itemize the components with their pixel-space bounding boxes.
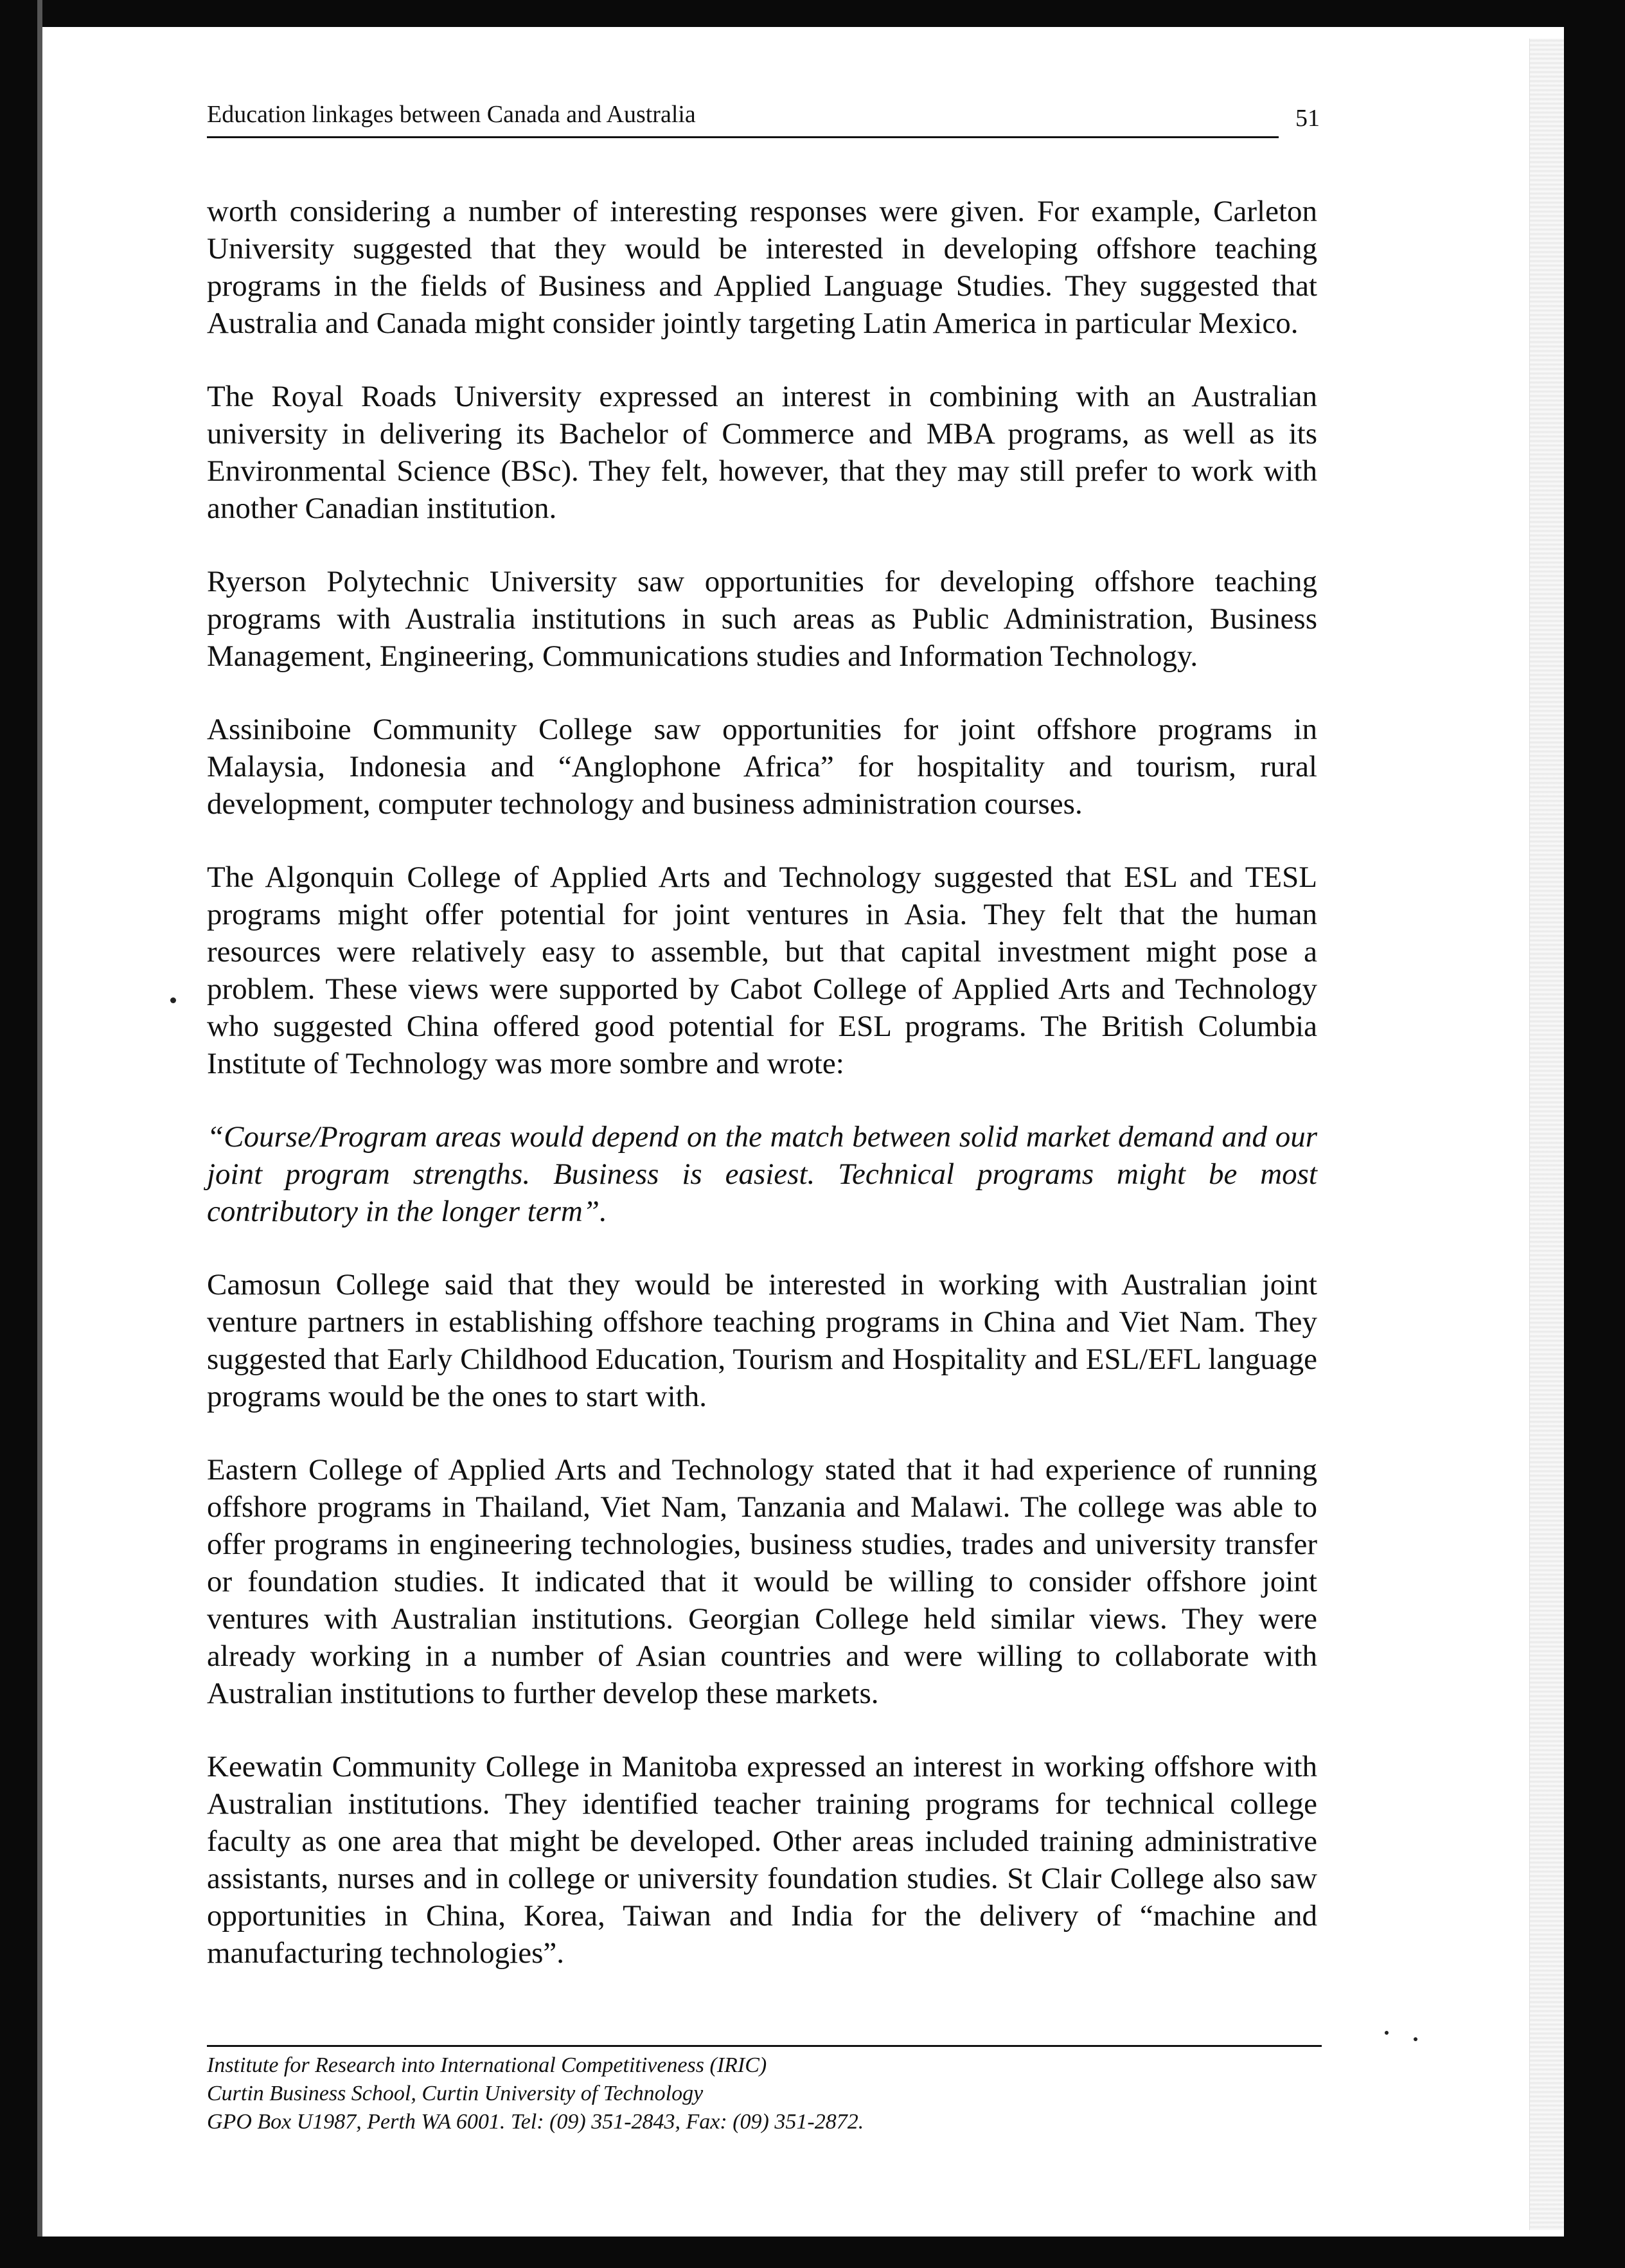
scan-border-right — [1564, 0, 1625, 2268]
paragraph-camosun: Camosun College said that they would be interested in working with Australian joint venture partners in establishing offshore teaching programs in China and Viet Nam. They suggested that Early Childhood Education, Tourism and Hospitality and ESL/EFL language programs would be the ones to start with. — [207, 1268, 1317, 1413]
scan-border-top — [0, 0, 1625, 27]
footer-address: GPO Box U1987, Perth WA 6001. Tel: (09) 351-2843, Fax: (09) 351-2872. — [207, 2110, 864, 2134]
scan-border-left-inner — [37, 0, 42, 2268]
running-header-title: Education linkages between Canada and Australia — [207, 101, 696, 128]
footer-school: Curtin Business School, Curtin University of Technology — [207, 2082, 704, 2105]
footer-rule — [207, 2045, 1322, 2047]
quote-bcit: “Course/Program areas would depend on the match between solid market demand and our joint program strengths. Business is easiest. Technical programs might be most contributory in the longer term”. — [207, 1120, 1317, 1228]
scan-border-left — [0, 0, 37, 2268]
scan-speck — [1385, 2031, 1389, 2035]
scan-speck — [1414, 2037, 1417, 2041]
paragraph-assiniboine: Assiniboine Community College saw opportunities for joint offshore programs in Malaysia, Indonesia and “Anglophone Africa” for hospitality and tourism, rural development, computer technology and business administration courses. — [207, 713, 1317, 821]
footer — [207, 2051, 1322, 2136]
header-rule — [207, 136, 1279, 138]
page-number: 51 — [1295, 105, 1320, 132]
scan-speck — [170, 997, 176, 1003]
paragraph-royal-roads: The Royal Roads University expressed an interest in combining with an Australian university in delivering its Bachelor of Commerce and MBA programs, as well as its Environmental Science (BSc). They felt, however, that they may still prefer to work with another Canadian institution. — [207, 380, 1317, 525]
paragraph-keewatin: Keewatin Community College in Manitoba expressed an interest in working offshore with Australian institutions. They identified teacher training programs for technical college faculty as one area that might be developed. Other areas included training administrative assistants, nurses and in college or university foundation studies. St Clair College also saw opportunities in China, Korea, Taiwan and India for the delivery of “machine and manufacturing technologies”. — [207, 1750, 1317, 1970]
paragraph-ryerson: Ryerson Polytechnic University saw opportunities for developing offshore teaching programs with Australia institutions in such areas as Public Administration, Business Management, Engineering, Communications studies and Information Technology. — [207, 565, 1317, 673]
paragraph-algonquin: The Algonquin College of Applied Arts and Technology suggested that ESL and TESL programs might offer potential for joint ventures in Asia. They felt that the human resources were relatively easy to assemble, but that capital investment might pose a problem. These views were supported by Cabot College of Applied Arts and Technology who suggested China offered good potential for ESL programs. The British Columbia Institute of Technology was more sombre and wrote: — [207, 861, 1317, 1080]
scan-border-bottom — [0, 2237, 1625, 2268]
paragraph-carleton: worth considering a number of interesting responses were given. For example, Carleton University suggested that they would be interested in developing offshore teaching programs in the fields of Business and Applied Language Studies. They suggested that Australia and Canada might consider jointly targeting Latin America in particular Mexico. — [207, 195, 1317, 340]
paragraph-eastern-college: Eastern College of Applied Arts and Technology stated that it had experience of running offshore programs in Thailand, Viet Nam, Tanzania and Malawi. The college was able to offer programs in engineering technologies, business studies, trades and university transfer or foundation studies. It indicated that it would be willing to consider offshore joint ventures with Australian institutions. Georgian College held similar views. They were already working in a number of Asian countries and were willing to collaborate with Australian institutions to further develop these markets. — [207, 1453, 1317, 1710]
scan-page-edge-right — [1529, 39, 1565, 2230]
running-header — [207, 96, 1320, 141]
body-text — [207, 193, 1317, 1972]
footer-institute: Institute for Research into International Competitiveness (IRIC) — [207, 2053, 767, 2077]
